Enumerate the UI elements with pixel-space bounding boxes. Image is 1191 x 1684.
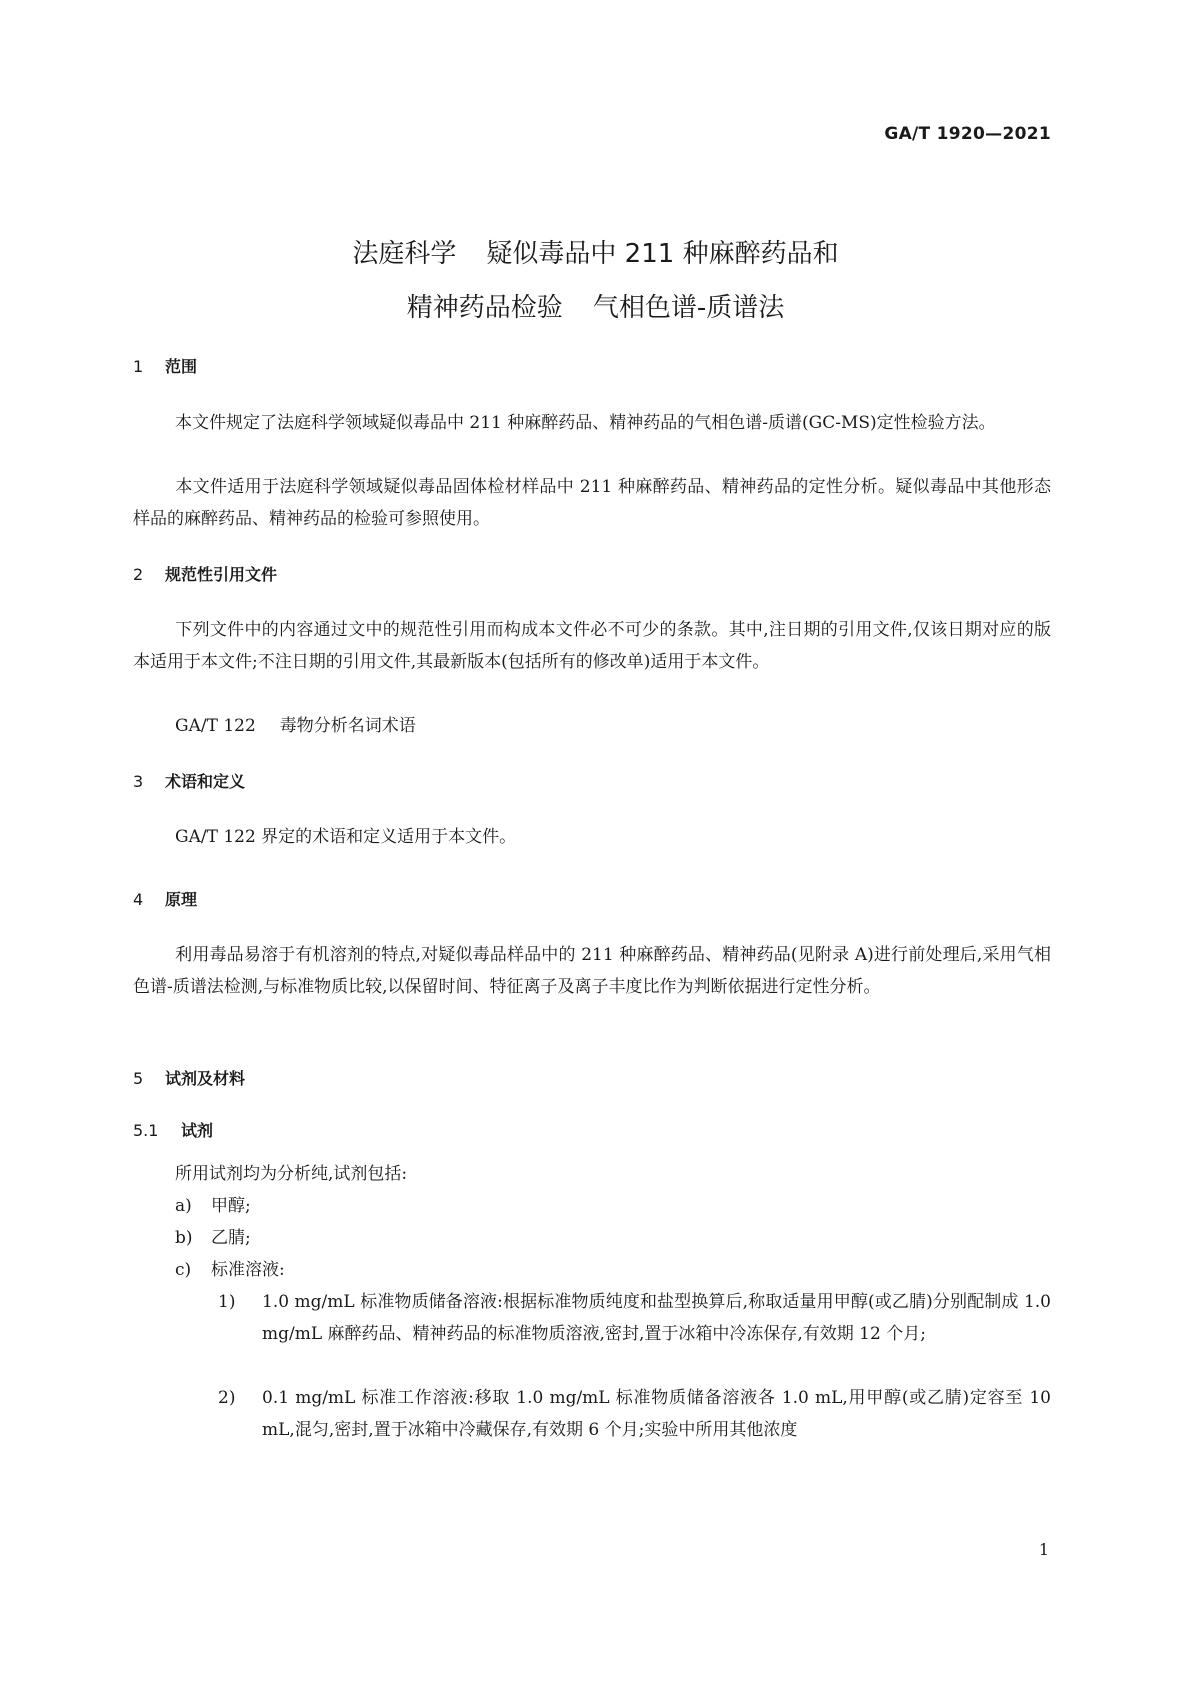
section-3-paragraph-1: GA/T 122 界定的术语和定义适用于本文件。 bbox=[175, 827, 517, 847]
page-number: 1 bbox=[1038, 1540, 1049, 1559]
sub-list-item: 1) 1.0 mg/mL 标准物质储备溶液:根据标准物质纯度和盐型换算后,称取适量用甲醇(或乙腈)分别配制成 1.0 mg/mL 麻醉药品、精神药品的标准物质溶液,密封,置于冰箱中冷冻保存,有效期 12 个月; bbox=[218, 1292, 1051, 1344]
normative-reference: GA/T 122 毒物分析名词术语 bbox=[175, 716, 416, 736]
section-heading-5: 5 试剂及材料 bbox=[133, 1069, 246, 1088]
title-line-1: 法庭科学 疑似毒品中 211 种麻醉药品和 bbox=[352, 239, 839, 269]
section-heading-5-1: 5.1 试剂 bbox=[133, 1121, 214, 1140]
reagents-intro: 所用试剂均为分析纯,试剂包括: bbox=[175, 1164, 408, 1184]
list-item: c) 标准溶液: bbox=[175, 1260, 285, 1280]
title-line-2: 精神药品检验 气相色谱-质谱法 bbox=[406, 293, 785, 323]
section-2-paragraph-1: 下列文件中的内容通过文中的规范性引用而构成本文件必不可少的条款。其中,注日期的引用文件,仅该日期对应的版本适用于本文件;不注日期的引用文件,其最新版本(包括所有的修改单)适用于本文件。 bbox=[133, 620, 1051, 672]
section-1-paragraph-2: 本文件适用于法庭科学领域疑似毒品固体检材样品中 211 种麻醉药品、精神药品的定性分析。疑似毒品中其他形态样品的麻醉药品、精神药品的检验可参照使用。 bbox=[133, 477, 1051, 529]
section-heading-4: 4 原理 bbox=[133, 890, 198, 909]
section-4-paragraph-1: 利用毒品易溶于有机溶剂的特点,对疑似毒品样品中的 211 种麻醉药品、精神药品(见附录 A)进行前处理后,采用气相色谱-质谱法检测,与标准物质比较,以保留时间、特征离子及离子丰度比作为判断依据进行定性分析。 bbox=[133, 945, 1051, 997]
section-heading-1: 1 范围 bbox=[133, 357, 198, 376]
document-title bbox=[0, 227, 1191, 335]
sub-list-item: 2) 0.1 mg/mL 标准工作溶液:移取 1.0 mg/mL 标准物质储备溶液各 1.0 mL,用甲醇(或乙腈)定容至 10 mL,混匀,密封,置于冰箱中冷藏保存,有效期 6 个月;实验中所用其他浓度 bbox=[218, 1388, 1051, 1440]
section-1-paragraph-1: 本文件规定了法庭科学领域疑似毒品中 211 种麻醉药品、精神药品的气相色谱-质谱(GC-MS)定性检验方法。 bbox=[175, 413, 996, 433]
document-code: GA/T 1920—2021 bbox=[884, 124, 1051, 144]
list-item: b) 乙腈; bbox=[175, 1228, 251, 1248]
section-heading-3: 3 术语和定义 bbox=[133, 772, 246, 791]
list-item: a) 甲醇; bbox=[175, 1196, 251, 1216]
section-heading-2: 2 规范性引用文件 bbox=[133, 565, 278, 584]
